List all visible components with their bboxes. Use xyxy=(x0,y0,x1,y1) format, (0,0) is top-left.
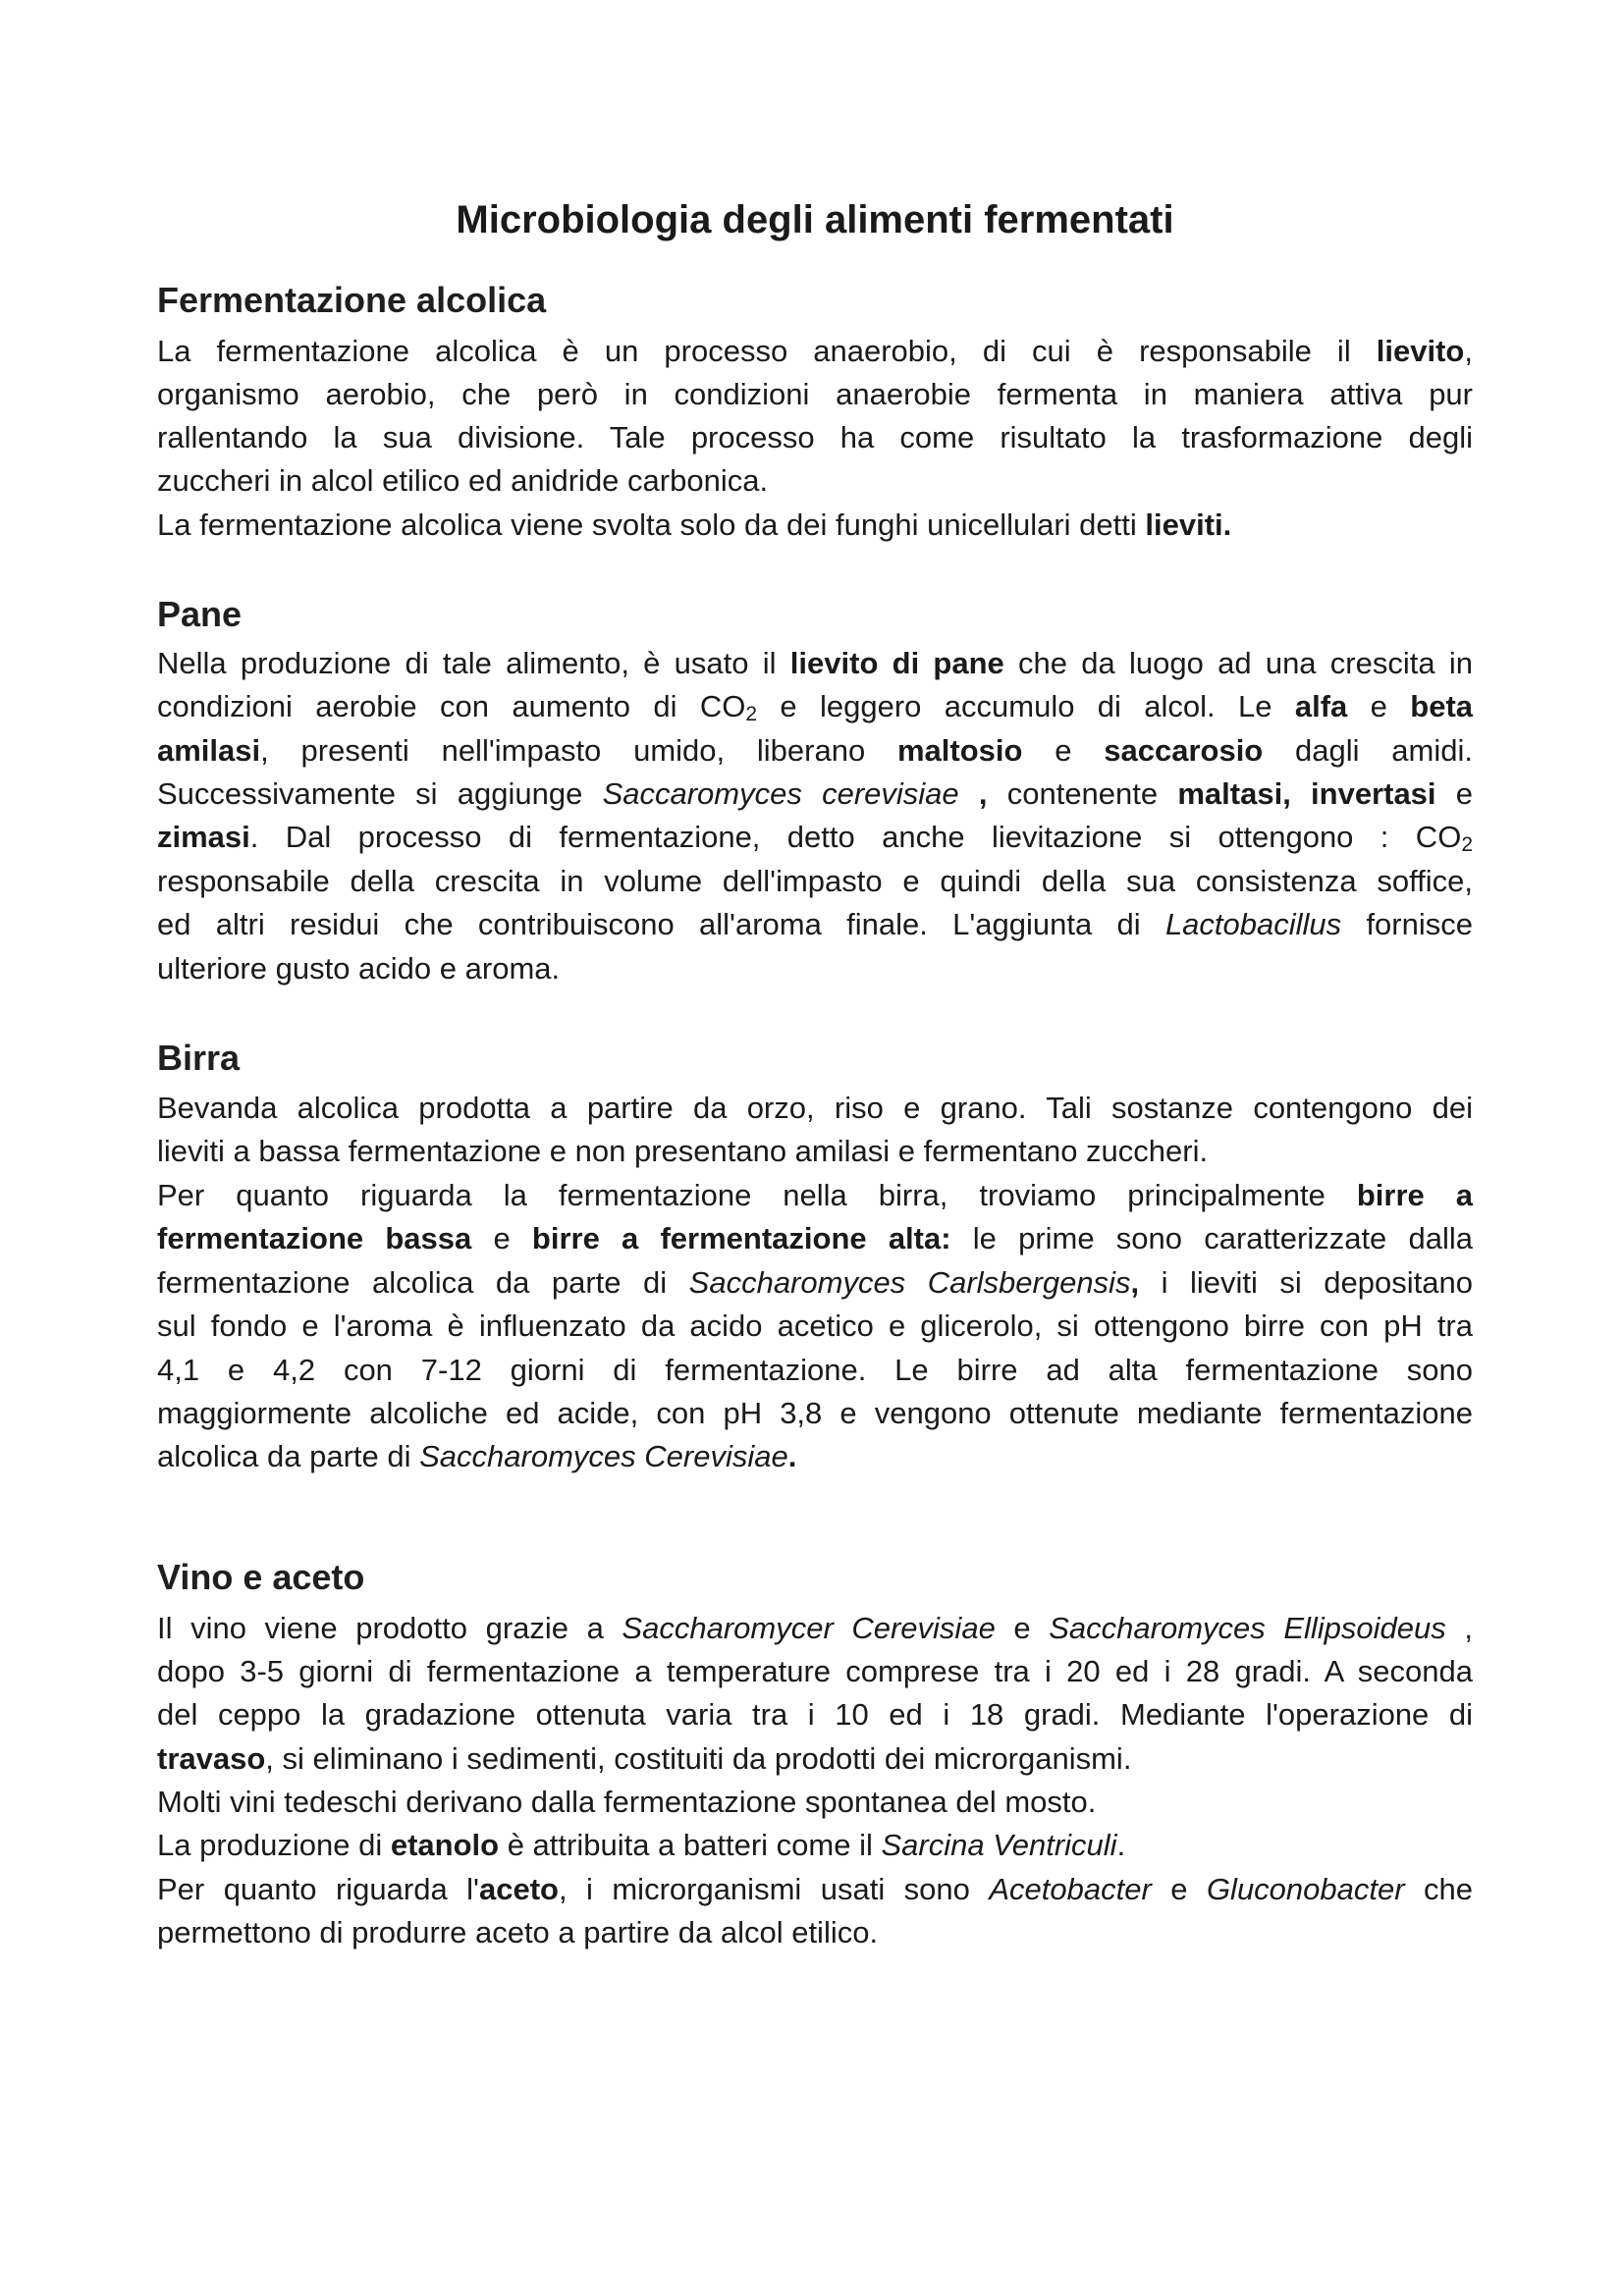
paragraph-line: Per quanto riguarda l'aceto, i microrganismi usati sono Acetobacter e Gluconobacter che xyxy=(157,1872,1473,1906)
paragraph-line: Successivamente si aggiunge Saccaromyces cerevisiae , contenente maltasi, invertasi e xyxy=(157,776,1474,811)
paragraph-line: Molti vini tedeschi derivano dalla fermentazione spontanea del mosto. xyxy=(157,1785,1097,1819)
paragraph-line: zuccheri in alcol etilico ed anidride carbonica. xyxy=(157,463,769,498)
paragraph-line: Il vino viene prodotto grazie a Saccharomycer Cerevisiae e Saccharomyces Ellipsoideus , xyxy=(157,1611,1473,1645)
paragraph-line: permettono di produrre aceto a partire da alcol etilico. xyxy=(157,1915,879,1949)
paragraph-line: alcolica da parte di Saccharomyces Cerevisiae. xyxy=(157,1439,797,1473)
paragraph-line: del ceppo la gradazione ottenuta varia tra i 10 ed i 18 gradi. Mediante l'operazione di xyxy=(157,1697,1473,1732)
paragraph-line: dopo 3-5 giorni di fermentazione a temperature comprese tra i 20 ed i 28 gradi. A seconda xyxy=(157,1654,1473,1688)
paragraph-line: fermentazione bassa e birre a fermentazione alta: le prime sono caratterizzate dalla xyxy=(157,1221,1473,1255)
paragraph-line: La fermentazione alcolica è un processo anaerobio, di cui è responsabile il lievito, xyxy=(157,334,1473,368)
paragraph-line: zimasi. Dal processo di fermentazione, detto anche lievitazione si ottengono : $CO_2$ xyxy=(157,820,1473,856)
paragraph-line: La produzione di etanolo è attribuita a batteri come il Sarcina Ventriculi. xyxy=(157,1828,1126,1862)
paragraph-line: rallentando la sua divisione. Tale processo ha come risultato la trasformazione degli xyxy=(157,420,1473,454)
paragraph-line: Per quanto riguarda la fermentazione nella birra, troviamo principalmente birre a xyxy=(157,1178,1473,1212)
paragraph-line: responsabile della crescita in volume dell'impasto e quindi della sua consistenza soffice, xyxy=(157,864,1473,898)
section-heading-fermentazione-alcolica: Fermentazione alcolica xyxy=(157,280,547,320)
paragraph-line: maggiormente alcoliche ed acide, con pH 3,8 e vengono ottenute mediante fermentazione xyxy=(157,1396,1473,1430)
paragraph-line: fermentazione alcolica da parte di Saccharomyces Carlsbergensis, i lieviti si depositano xyxy=(157,1265,1473,1300)
paragraph-line: amilasi, presenti nell'impasto umido, liberano maltosio e saccarosio dagli amidi. xyxy=(157,733,1473,768)
paragraph-line: organismo aerobio, che però in condizioni anaerobie fermenta in maniera attiva pur xyxy=(157,377,1473,411)
paragraph-line: ulteriore gusto acido e aroma. xyxy=(157,951,561,986)
section-heading-pane: Pane xyxy=(157,594,243,634)
document-title: Microbiologia degli alimenti fermentati xyxy=(456,198,1174,241)
paragraph-line: travaso, si eliminano i sedimenti, costituiti da prodotti dei microrganismi. xyxy=(157,1741,1132,1776)
section-heading-vino-e-aceto: Vino e aceto xyxy=(157,1557,365,1597)
paragraph-line: ed altri residui che contribuiscono all'aroma finale. L'aggiunta di Lactobacillus fornisce xyxy=(157,907,1473,941)
paragraph-line: La fermentazione alcolica viene svolta solo da dei funghi unicellulari detti lieviti. xyxy=(157,507,1232,542)
paragraph-line: condizioni aerobie con aumento di $CO_2$ e leggero accumulo di alcol. Le alfa e beta xyxy=(157,689,1474,725)
section-heading-birra: Birra xyxy=(157,1038,241,1078)
paragraph-line: Bevanda alcolica prodotta a partire da orzo, riso e grano. Tali sostanze contengono dei xyxy=(157,1091,1473,1125)
paragraph-line: sul fondo e l'aroma è influenzato da acido acetico e glicerolo, si ottengono birre con pH tra xyxy=(157,1308,1473,1343)
paragraph-line: lieviti a bassa fermentazione e non presentano amilasi e fermentano zuccheri. xyxy=(157,1134,1209,1168)
paragraph-line: 4,1 e 4,2 con 7-12 giorni di fermentazione. Le birre ad alta fermentazione sono xyxy=(157,1353,1473,1387)
paragraph-line: Nella produzione di tale alimento, è usato il lievito di pane che da luogo ad una crescita in xyxy=(157,646,1473,680)
